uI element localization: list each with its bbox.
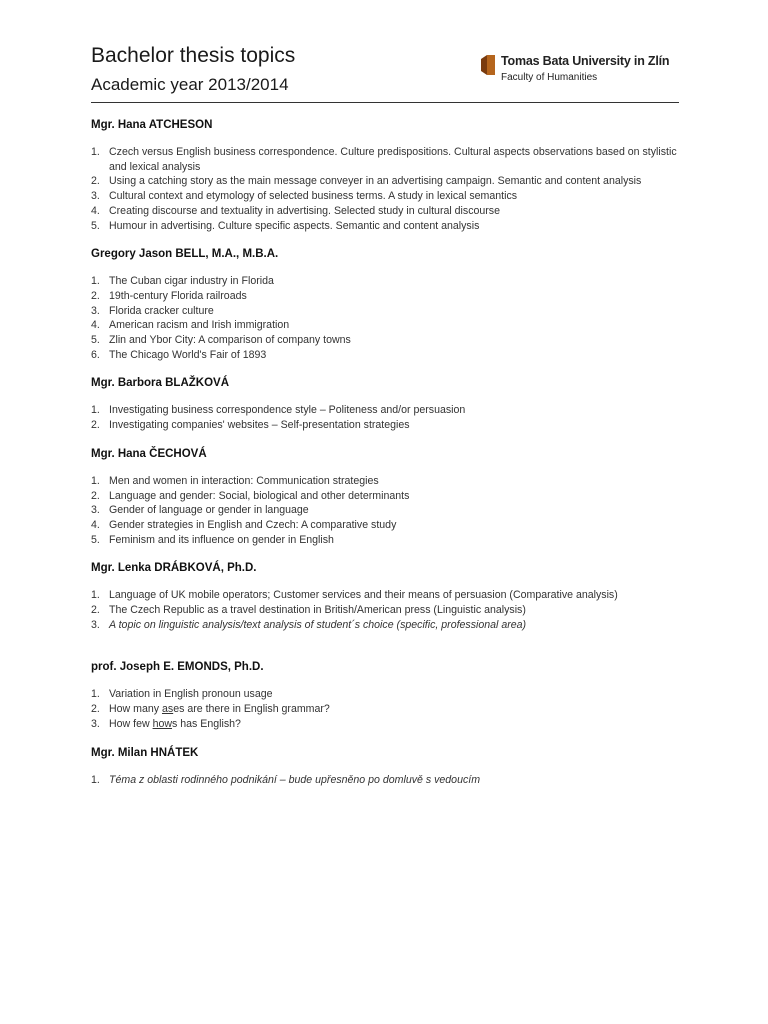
topic-number: 1.	[91, 589, 100, 602]
supervisor-name: Mgr. Barbora BLAŽKOVÁ	[91, 377, 230, 390]
topic-number: 5.	[91, 334, 100, 347]
topic-number: 2.	[91, 489, 100, 502]
topic-list	[91, 588, 691, 632]
topic-number: 3.	[91, 717, 100, 730]
topic-text: Using a catching story as the main message conveyer in an advertising campaign. Semantic and content analysis	[109, 175, 642, 188]
topic-item	[91, 588, 691, 603]
topic-item	[91, 403, 691, 418]
topic-number: 1.	[91, 275, 100, 288]
topic-number: 2.	[91, 419, 100, 432]
topic-number: 1.	[91, 773, 100, 786]
topic-text: The Czech Republic as a travel destination in British/American press (Linguistic analysis)	[109, 604, 526, 617]
topic-list	[91, 145, 691, 233]
topic-text: Investigating business correspondence style – Politeness and/or persuasion	[109, 404, 466, 417]
topic-text: Gender strategies in English and Czech: A comparative study	[109, 518, 397, 531]
topic-number: 4.	[91, 319, 100, 332]
topic-item	[91, 687, 691, 702]
topic-item	[91, 348, 691, 363]
topic-item	[91, 702, 691, 717]
supervisor-name: prof. Joseph E. EMONDS, Ph.D.	[91, 661, 264, 674]
topic-number: 1.	[91, 688, 100, 701]
document-header	[91, 42, 679, 103]
topic-list	[91, 403, 691, 432]
university-logo	[481, 52, 679, 88]
topic-item	[91, 489, 691, 504]
logo-faculty-name: Faculty of Humanities	[501, 72, 598, 83]
underlined-text: how	[152, 717, 173, 730]
supervisor-name: Mgr. Hana ČECHOVÁ	[91, 447, 207, 460]
topic-number: 5.	[91, 219, 100, 232]
supervisor-section	[91, 747, 691, 788]
topic-number: 1.	[91, 404, 100, 417]
supervisor-section	[91, 661, 691, 731]
topic-text: Creating discourse and textuality in advertising. Selected study in cultural discourse	[109, 204, 500, 217]
topic-text	[109, 703, 330, 715]
text-fragment: s has English?	[172, 717, 241, 730]
topic-number: 3.	[91, 504, 100, 517]
topic-text	[109, 718, 241, 730]
topic-item	[91, 219, 691, 234]
supervisor-name: Mgr. Lenka DRÁBKOVÁ, Ph.D.	[91, 562, 257, 575]
topic-number: 3.	[91, 618, 100, 631]
topic-item	[91, 289, 691, 304]
supervisor-name: Mgr. Milan HNÁTEK	[91, 746, 199, 759]
supervisor-section	[91, 377, 691, 432]
topic-number: 6.	[91, 348, 100, 361]
topic-number: 2.	[91, 175, 100, 188]
topic-number: 2.	[91, 289, 100, 302]
topic-item	[91, 204, 691, 219]
text-fragment: How many	[109, 703, 162, 716]
topic-text: American racism and Irish immigration	[109, 319, 290, 332]
topic-item	[91, 145, 691, 174]
page-title: Bachelor thesis topics	[91, 44, 296, 67]
topic-item	[91, 533, 691, 548]
topic-list	[91, 474, 691, 548]
topic-item	[91, 518, 691, 533]
topic-text: Cultural context and etymology of selected business terms. A study in lexical semantics	[109, 190, 518, 203]
topic-text: Men and women in interaction: Communication strategies	[109, 474, 379, 487]
supervisor-section	[91, 248, 691, 362]
topic-text: The Chicago World's Fair of 1893	[109, 348, 267, 361]
topic-text: A topic on linguistic analysis/text analysis of student´s choice (specific, professional area)	[109, 618, 527, 631]
text-fragment: es are there in English grammar?	[173, 703, 330, 716]
supervisor-name: Mgr. Hana ATCHESON	[91, 119, 213, 131]
topic-text: Zlin and Ybor City: A comparison of company towns	[109, 334, 351, 347]
topic-list	[91, 773, 691, 788]
topic-list	[91, 687, 691, 731]
topic-item	[91, 189, 691, 204]
topic-list	[91, 274, 691, 362]
topic-item	[91, 274, 691, 289]
topic-text: Florida cracker culture	[109, 304, 214, 317]
topic-item	[91, 618, 691, 633]
topic-text: Czech versus English business correspondence. Culture predispositions. Cultural aspects observations based on stylistic and lexical analysis	[109, 146, 677, 173]
supervisor-section	[91, 119, 691, 233]
supervisor-name: Gregory Jason BELL, M.A., M.B.A.	[91, 248, 279, 261]
topic-number: 3.	[91, 190, 100, 203]
topic-number: 5.	[91, 533, 100, 546]
topic-item	[91, 603, 691, 618]
university-mark-icon	[481, 55, 495, 75]
topic-item	[91, 503, 691, 518]
topic-text: Language of UK mobile operators; Customer services and their means of persuasion (Comparative analysis)	[109, 589, 618, 602]
topic-number: 1.	[91, 146, 100, 158]
topic-item	[91, 717, 691, 732]
topic-number: 4.	[91, 204, 100, 217]
topic-number: 4.	[91, 518, 100, 531]
topic-text: Language and gender: Social, biological and other determinants	[109, 489, 410, 502]
topic-text: Humour in advertising. Culture specific aspects. Semantic and content analysis	[109, 219, 480, 232]
topic-item	[91, 474, 691, 489]
topic-text: 19th-century Florida railroads	[109, 289, 247, 302]
topic-number: 3.	[91, 304, 100, 317]
topic-number: 2.	[91, 604, 100, 617]
topic-item	[91, 318, 691, 333]
topics-list	[91, 104, 691, 787]
topic-text: Variation in English pronoun usage	[109, 688, 273, 701]
topic-number: 2.	[91, 703, 100, 716]
underlined-text: as	[161, 703, 174, 716]
topic-text: Téma z oblasti rodinného podnikání – bude upřesněno po domluvě s vedoucím	[109, 773, 481, 786]
topic-text: Feminism and its influence on gender in English	[109, 533, 334, 546]
topic-text: Investigating companies' websites – Self-presentation strategies	[109, 419, 410, 432]
topic-item	[91, 174, 691, 189]
text-fragment: How few	[109, 717, 153, 730]
topic-item	[91, 304, 691, 319]
topic-item	[91, 333, 691, 348]
page-subtitle: Academic year 2013/2014	[91, 75, 289, 94]
topic-item	[91, 418, 691, 433]
logo-university-name: Tomas Bata University in Zlín	[501, 54, 670, 68]
topic-text: Gender of language or gender in language	[109, 504, 309, 517]
supervisor-section	[91, 448, 691, 548]
supervisor-section	[91, 562, 691, 646]
topic-item	[91, 773, 691, 788]
topic-text: The Cuban cigar industry in Florida	[109, 275, 274, 288]
topic-number: 1.	[91, 474, 100, 487]
spacer	[91, 632, 691, 646]
